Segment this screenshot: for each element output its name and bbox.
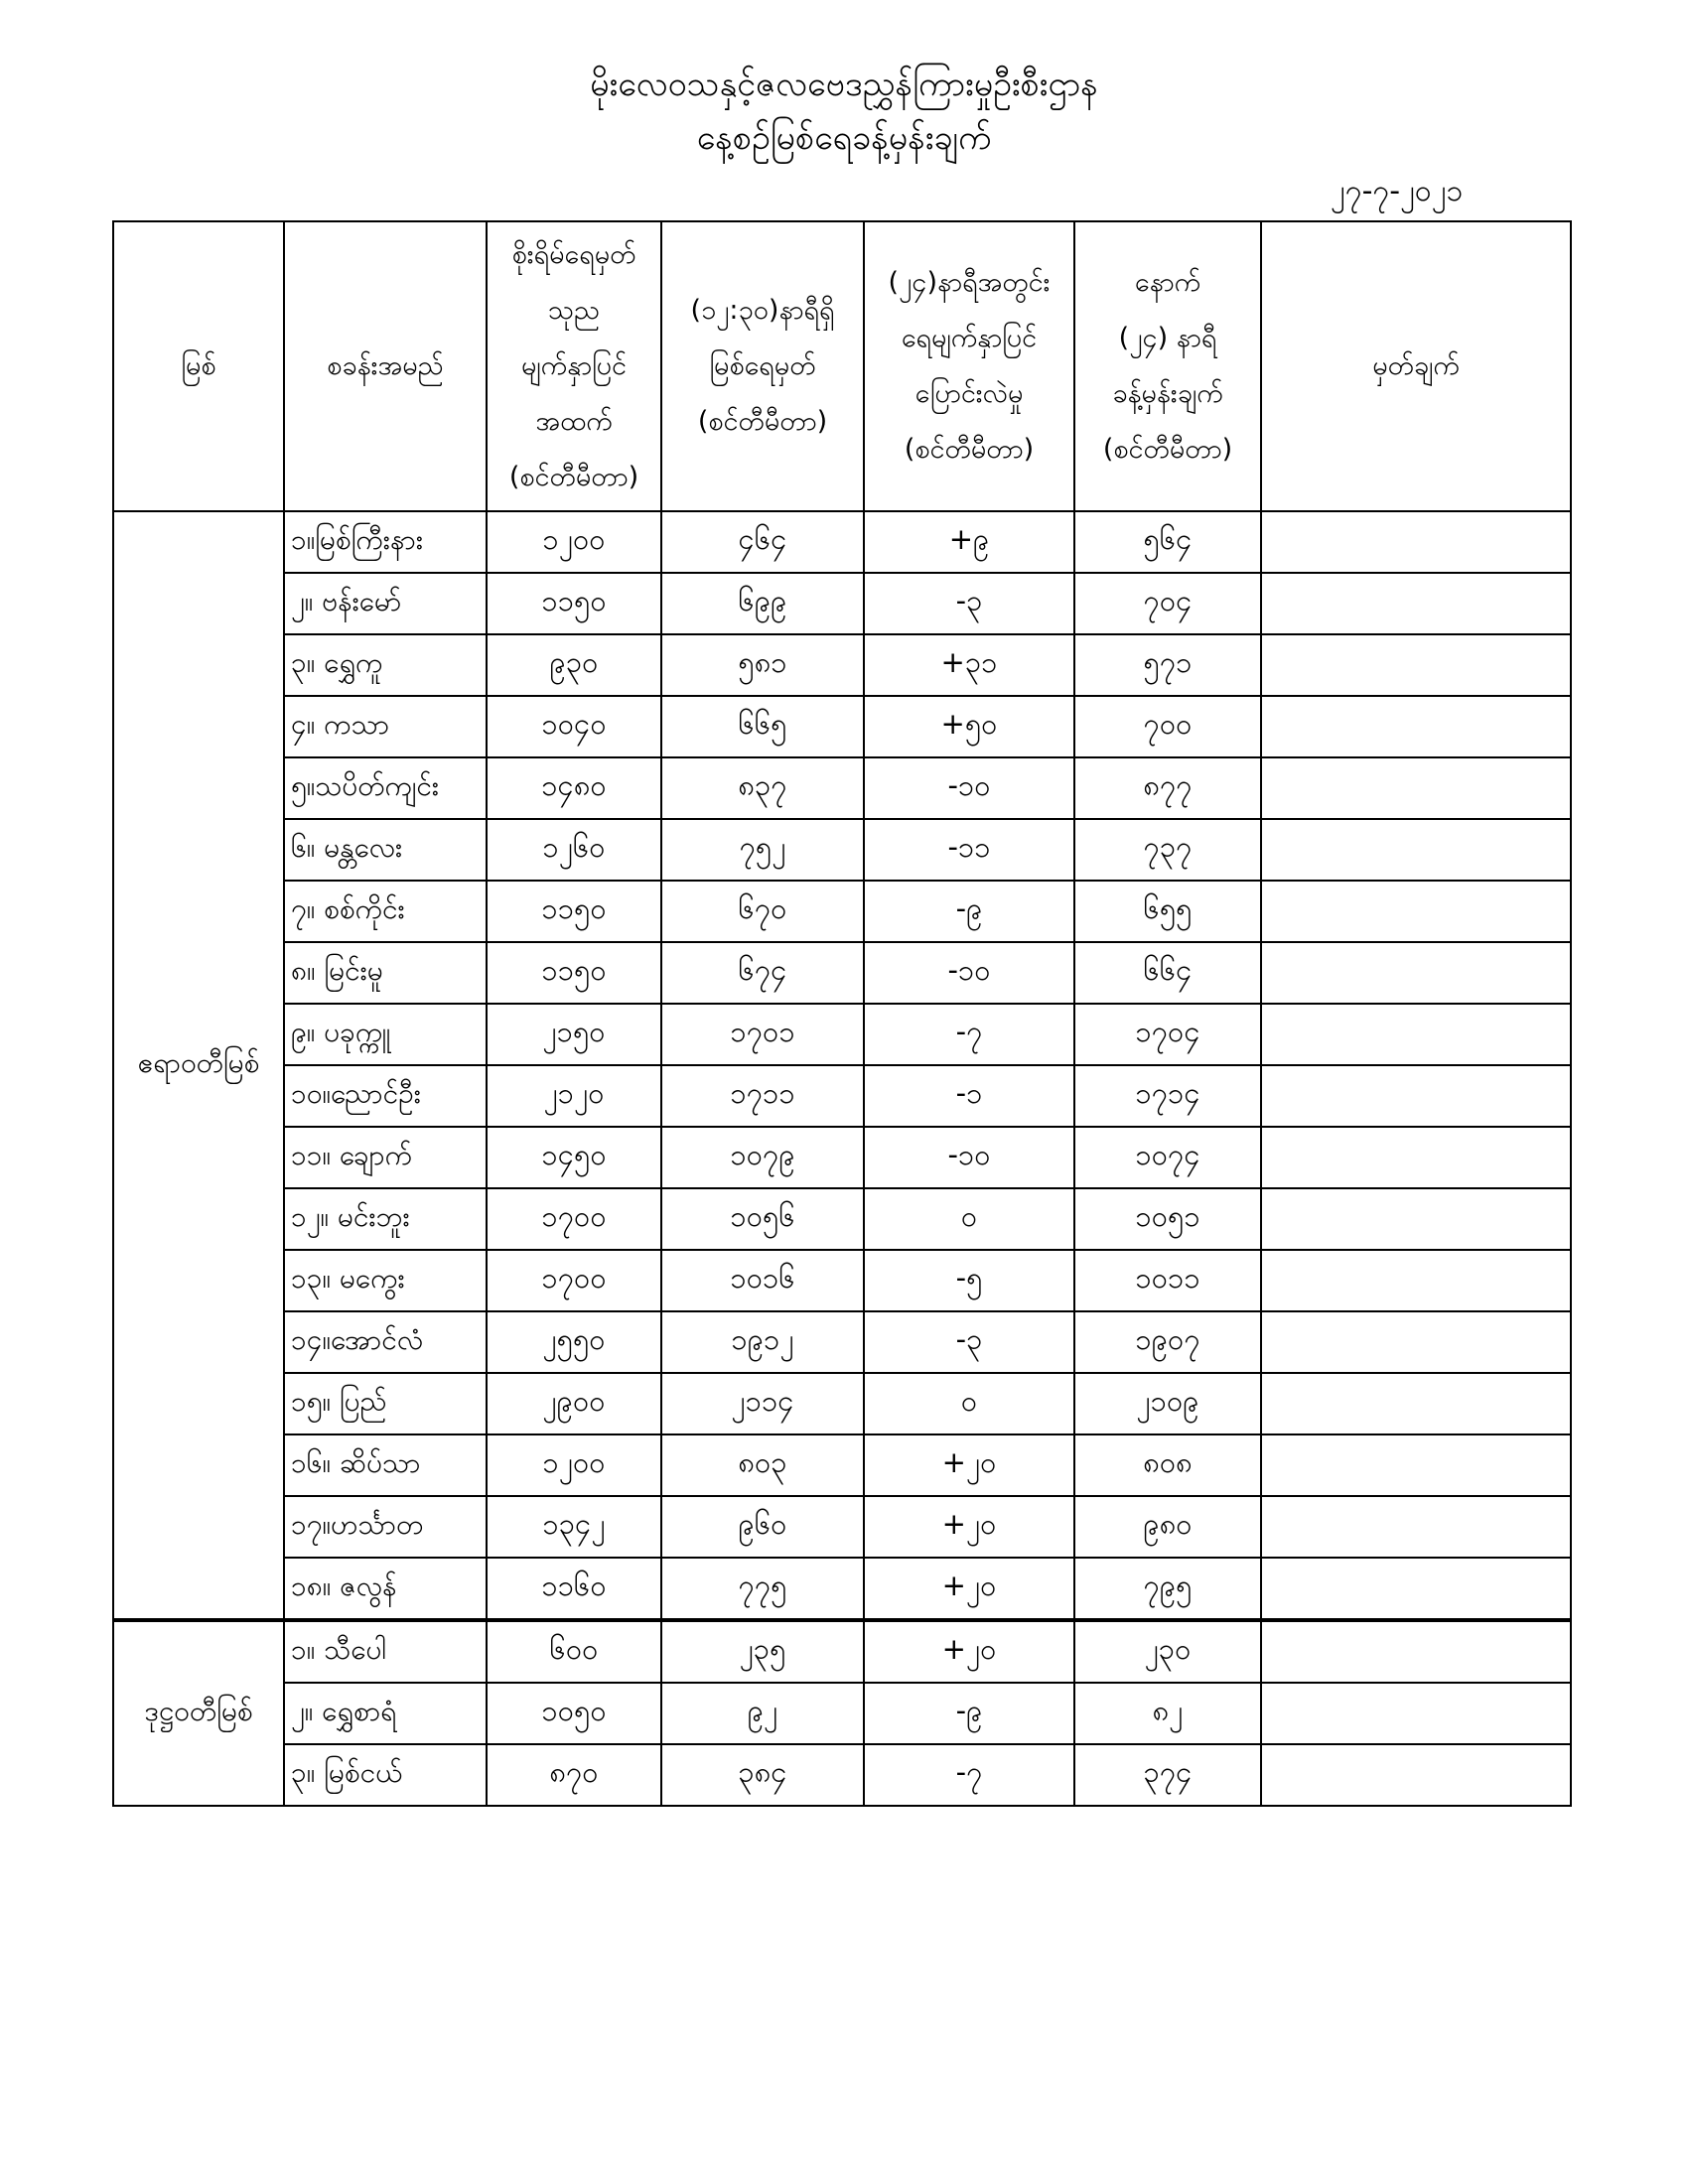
danger-level: ၁၁၅၀ xyxy=(487,942,661,1004)
header-current-line: (၁၂:၃၀)နာရီရှိ xyxy=(690,295,835,326)
remark-cell xyxy=(1261,1434,1571,1496)
forecast-level: ၆၆၄ xyxy=(1074,942,1261,1004)
forecast-level: ၂၁၀၉ xyxy=(1074,1373,1261,1434)
danger-level: ၉၃၀ xyxy=(487,634,661,696)
danger-level: ၂၁၅၀ xyxy=(487,1004,661,1065)
forecast-level: ၇၉၅ xyxy=(1074,1558,1261,1620)
header-24h-change xyxy=(864,221,1074,511)
station-name: ၁၂။ မင်းဘူး xyxy=(284,1188,487,1250)
river-name: ဧရာဝတီမြစ် xyxy=(113,511,284,1620)
table-row xyxy=(113,573,1571,634)
remark-cell xyxy=(1261,881,1571,942)
remark-cell xyxy=(1261,696,1571,757)
header-danger-line: အထက် xyxy=(535,406,613,437)
table-row xyxy=(113,1434,1571,1496)
table-row xyxy=(113,511,1571,573)
station-name: ၁၅။ ပြည် xyxy=(284,1373,487,1434)
level-change: +၅၀ xyxy=(864,696,1074,757)
agency-title: မိုးလေဝသနှင့်ဇလဗေဒညွှန်ကြားမှုဦးစီးဌာန xyxy=(590,65,1098,104)
current-level: ၃၈၄ xyxy=(661,1744,864,1806)
current-level: ၄၆၄ xyxy=(661,511,864,573)
station-name: ၆။ မန္တလေး xyxy=(284,819,487,881)
level-change: +၂၀ xyxy=(864,1434,1074,1496)
table-row xyxy=(113,757,1571,819)
header-change-line: ပြောင်းလဲမှု xyxy=(914,378,1024,409)
header-row xyxy=(113,221,1571,511)
forecast-level: ၇၀၀ xyxy=(1074,696,1261,757)
current-level: ၁၉၁၂ xyxy=(661,1311,864,1373)
danger-level: ၁၄၅၀ xyxy=(487,1127,661,1188)
level-change: ၀ xyxy=(864,1373,1074,1434)
forecast-level: ၁၇၁၄ xyxy=(1074,1065,1261,1127)
level-change: -၇ xyxy=(864,1744,1074,1806)
header-forecast-line: (စင်တီမီတာ) xyxy=(1102,434,1233,465)
level-change: -၁၀ xyxy=(864,942,1074,1004)
danger-level: ၁၂၆၀ xyxy=(487,819,661,881)
current-level: ၈၀၃ xyxy=(661,1434,864,1496)
level-change: -၁၁ xyxy=(864,819,1074,881)
current-level: ၁၀၁၆ xyxy=(661,1250,864,1311)
current-level: ၈၃၇ xyxy=(661,757,864,819)
station-name: ၁၄။အောင်လံ xyxy=(284,1311,487,1373)
remark-cell xyxy=(1261,1683,1571,1744)
level-change: -၅ xyxy=(864,1250,1074,1311)
level-change: +၂၀ xyxy=(864,1620,1074,1683)
current-level: ၅၈၁ xyxy=(661,634,864,696)
danger-level: ၁၃၄၂ xyxy=(487,1496,661,1558)
station-name: ၁၆။ ဆိပ်သာ xyxy=(284,1434,487,1496)
table-row xyxy=(113,1065,1571,1127)
station-name: ၁။ သီပေါ xyxy=(284,1620,487,1683)
remark-cell xyxy=(1261,1250,1571,1311)
danger-level: ၁၇၀၀ xyxy=(487,1250,661,1311)
header-change-line: (စင်တီမီတာ) xyxy=(904,434,1035,465)
header-24h-forecast xyxy=(1074,221,1261,511)
level-change: -၃ xyxy=(864,573,1074,634)
forecast-level: ၁၀၅၁ xyxy=(1074,1188,1261,1250)
forecast-level: ၁၀၁၁ xyxy=(1074,1250,1261,1311)
remark-cell xyxy=(1261,511,1571,573)
remark-cell xyxy=(1261,1620,1571,1683)
station-name: ၈။ မြင်းမူ xyxy=(284,942,487,1004)
station-name: ၁၈။ ဇလွန် xyxy=(284,1558,487,1620)
current-level: ၇၇၅ xyxy=(661,1558,864,1620)
station-name: ၉။ ပခုက္ကူ xyxy=(284,1004,487,1065)
table-row xyxy=(113,1188,1571,1250)
header-current-level xyxy=(661,221,864,511)
header-danger-line: မျက်နှာပြင် xyxy=(520,350,628,381)
table-row xyxy=(113,696,1571,757)
station-name: ၃။ ရွှေကူ xyxy=(284,634,487,696)
station-name: ၇။ စစ်ကိုင်း xyxy=(284,881,487,942)
level-change: -၁၀ xyxy=(864,1127,1074,1188)
level-change: -၃ xyxy=(864,1311,1074,1373)
current-level: ၇၅၂ xyxy=(661,819,864,881)
table-row xyxy=(113,1127,1571,1188)
table-row xyxy=(113,1683,1571,1744)
forecast-level: ၈၂ xyxy=(1074,1683,1261,1744)
table-row xyxy=(113,1311,1571,1373)
remark-cell xyxy=(1261,1188,1571,1250)
header-current-line: (စင်တီမီတာ) xyxy=(697,406,828,437)
level-change: -၁၀ xyxy=(864,757,1074,819)
danger-level: ၁၄၈၀ xyxy=(487,757,661,819)
level-change: -၁ xyxy=(864,1065,1074,1127)
header-forecast-line: (၂၄) နာရီ xyxy=(1118,323,1217,353)
header-remark: မှတ်ချက် xyxy=(1261,221,1571,511)
header-forecast-line: နောက် xyxy=(1134,267,1201,298)
forecast-level: ၃၇၄ xyxy=(1074,1744,1261,1806)
table-row xyxy=(113,819,1571,881)
header-station: စခန်းအမည် xyxy=(284,221,487,511)
danger-level: ၈၇၀ xyxy=(487,1744,661,1806)
header-danger-level xyxy=(487,221,661,511)
forecast-level: ၁၇၀၄ xyxy=(1074,1004,1261,1065)
forecast-level: ၇၀၄ xyxy=(1074,573,1261,634)
remark-cell xyxy=(1261,819,1571,881)
header-change-line: ရေမျက်နှာပြင် xyxy=(901,323,1038,353)
current-level: ၁၀၇၉ xyxy=(661,1127,864,1188)
level-change: -၇ xyxy=(864,1004,1074,1065)
report-date: ၂၇-၇-၂၀၂၁ xyxy=(1331,174,1464,208)
level-change: +၃၁ xyxy=(864,634,1074,696)
station-name: ၂။ ရွှေစာရံ xyxy=(284,1683,487,1744)
table-row xyxy=(113,1373,1571,1434)
current-level: ၆၇၄ xyxy=(661,942,864,1004)
table-row xyxy=(113,1250,1571,1311)
forecast-level: ၈၀၈ xyxy=(1074,1434,1261,1496)
station-name: ၅။သပိတ်ကျင်း xyxy=(284,757,487,819)
header-current-line: မြစ်ရေမှတ် xyxy=(709,350,816,381)
forecast-level: ၆၅၅ xyxy=(1074,881,1261,942)
forecast-level: ၈၇၇ xyxy=(1074,757,1261,819)
level-change: -၉ xyxy=(864,881,1074,942)
level-change: +၂၀ xyxy=(864,1496,1074,1558)
station-name: ၄။ ကသာ xyxy=(284,696,487,757)
remark-cell xyxy=(1261,573,1571,634)
remark-cell xyxy=(1261,1127,1571,1188)
danger-level: ၁၁၆၀ xyxy=(487,1558,661,1620)
remark-cell xyxy=(1261,942,1571,1004)
current-level: ၁၇၀၁ xyxy=(661,1004,864,1065)
level-change: +၉ xyxy=(864,511,1074,573)
remark-cell xyxy=(1261,1004,1571,1065)
table-row xyxy=(113,1496,1571,1558)
remark-cell xyxy=(1261,1065,1571,1127)
danger-level: ၂၅၅၀ xyxy=(487,1311,661,1373)
level-change: -၉ xyxy=(864,1683,1074,1744)
header-change-line: (၂၄)နာရီအတွင်း xyxy=(888,267,1051,298)
forecast-level: ၁၉၀၇ xyxy=(1074,1311,1261,1373)
forecast-level: ၅၆၄ xyxy=(1074,511,1261,573)
forecast-level: ၅၇၁ xyxy=(1074,634,1261,696)
remark-cell xyxy=(1261,1496,1571,1558)
danger-level: ၂၁၂၀ xyxy=(487,1065,661,1127)
current-level: ၁၀၅၆ xyxy=(661,1188,864,1250)
river-forecast-table xyxy=(112,220,1572,1807)
table-row xyxy=(113,881,1571,942)
forecast-level: ၇၃၇ xyxy=(1074,819,1261,881)
current-level: ၁၇၁၁ xyxy=(661,1065,864,1127)
danger-level: ၂၉၀၀ xyxy=(487,1373,661,1434)
current-level: ၉၆၀ xyxy=(661,1496,864,1558)
remark-cell xyxy=(1261,757,1571,819)
current-level: ၉၂ xyxy=(661,1683,864,1744)
station-name: ၁၃။ မကွေး xyxy=(284,1250,487,1311)
current-level: ၆၉၉ xyxy=(661,573,864,634)
station-name: ၃။ မြစ်ငယ် xyxy=(284,1744,487,1806)
table-row xyxy=(113,1620,1571,1683)
header-forecast-line: ခန့်မှန်းချက် xyxy=(1112,378,1223,409)
danger-level: ၁၀၅၀ xyxy=(487,1683,661,1744)
river-name: ဒုဋ္ဌဝတီမြစ် xyxy=(113,1620,284,1806)
station-name: ၁၁။ ချောက် xyxy=(284,1127,487,1188)
current-level: ၆၆၅ xyxy=(661,696,864,757)
table-row xyxy=(113,634,1571,696)
current-level: ၂၃၅ xyxy=(661,1620,864,1683)
danger-level: ၁၁၅၀ xyxy=(487,881,661,942)
level-change: +၂၀ xyxy=(864,1558,1074,1620)
table-row xyxy=(113,942,1571,1004)
table-row xyxy=(113,1744,1571,1806)
forecast-level: ၁၀၇၄ xyxy=(1074,1127,1261,1188)
level-change: ၀ xyxy=(864,1188,1074,1250)
current-level: ၂၁၁၄ xyxy=(661,1373,864,1434)
danger-level: ၆၀၀ xyxy=(487,1620,661,1683)
danger-level: ၁၁၅၀ xyxy=(487,573,661,634)
header-river: မြစ် xyxy=(113,221,284,511)
remark-cell xyxy=(1261,634,1571,696)
danger-level: ၁၂၀၀ xyxy=(487,511,661,573)
remark-cell xyxy=(1261,1311,1571,1373)
danger-level: ၁၇၀၀ xyxy=(487,1188,661,1250)
remark-cell xyxy=(1261,1373,1571,1434)
header-danger-line: စိုးရိမ်ရေမှတ် xyxy=(511,239,636,270)
current-level: ၆၇၀ xyxy=(661,881,864,942)
station-name: ၁။မြစ်ကြီးနား xyxy=(284,511,487,573)
header-danger-line: သုည xyxy=(547,295,601,326)
remark-cell xyxy=(1261,1558,1571,1620)
danger-level: ၁၂၀၀ xyxy=(487,1434,661,1496)
forecast-level: ၂၃၀ xyxy=(1074,1620,1261,1683)
forecast-level: ၉၈၀ xyxy=(1074,1496,1261,1558)
table-row xyxy=(113,1004,1571,1065)
table-row xyxy=(113,1558,1571,1620)
header-danger-line: (စင်တီမီတာ) xyxy=(508,462,639,492)
danger-level: ၁၀၄၀ xyxy=(487,696,661,757)
station-name: ၁၇။ဟင်္သာတ xyxy=(284,1496,487,1558)
station-name: ၁၀။ညောင်ဦး xyxy=(284,1065,487,1127)
remark-cell xyxy=(1261,1744,1571,1806)
station-name: ၂။ ဗန်းမော် xyxy=(284,573,487,634)
report-title: နေ့စဉ်မြစ်ရေခန့်မှန်းချက် xyxy=(696,118,992,158)
